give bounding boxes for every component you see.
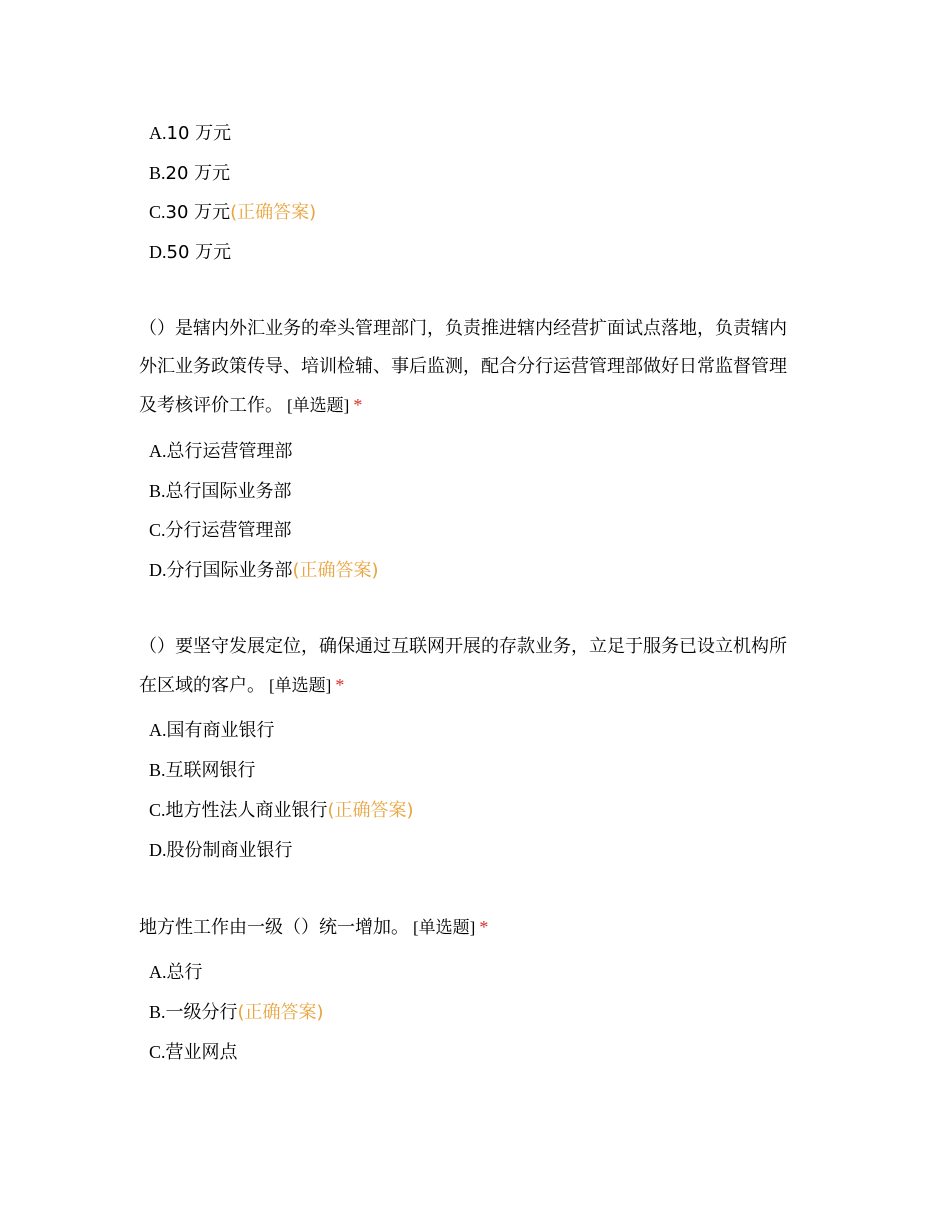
q2-option-b [149,759,256,782]
q0-option-b [149,162,230,185]
option-letter: B. [149,163,166,183]
option-letter: B. [149,760,166,780]
q2-option-a [149,719,275,742]
option-text: 总行国际业务部 [165,481,292,502]
question-line [139,908,819,947]
q3-question-text [139,908,819,947]
option-letter: B. [149,481,166,501]
required-asterisk: * [335,675,345,695]
option-letter: A. [149,962,167,982]
correct-answer-marker: (正确答案) [237,1002,324,1023]
option-text: 互联网银行 [165,760,256,781]
required-asterisk: * [353,395,363,415]
option-letter: D. [149,560,167,580]
q1-option-b [149,480,292,503]
question-line-text: 地方性工作由一级（）统一增加。 [139,917,409,938]
q2-option-d [149,839,293,862]
question-type-label: [单选题] [287,396,350,415]
q0-option-a [149,122,231,145]
q3-option-b [149,1001,324,1024]
required-asterisk: * [479,917,489,937]
q0-option-d [149,241,231,264]
q3-option-a [149,961,203,984]
option-text: 20 万元 [165,163,231,184]
q1-question-text [139,310,819,425]
question-line [139,386,819,425]
option-letter: A. [149,123,167,143]
q1-option-c [149,519,292,542]
option-text: 国有商业银行 [166,720,275,741]
option-text: 30 万元 [165,202,231,223]
option-text: 总行 [166,962,203,983]
q2-question-text [139,628,819,705]
question-line-text: 及考核评价工作。 [139,395,283,416]
option-letter: C. [149,202,166,222]
correct-answer-marker: (正确答案) [230,202,317,223]
option-text: 50 万元 [166,242,232,263]
option-letter: B. [149,1002,166,1022]
question-line: （）要坚守发展定位，确保通过互联网开展的存款业务，立足于服务已设立机构所 [139,636,787,657]
option-letter: A. [149,720,167,740]
option-text: 营业网点 [165,1042,238,1063]
option-letter: C. [149,800,166,820]
option-text: 分行国际业务部 [166,560,293,581]
option-text: 总行运营管理部 [166,441,293,462]
correct-answer-marker: (正确答案) [292,560,379,581]
question-type-label: [单选题] [269,676,332,695]
q3-option-c [149,1041,238,1064]
q1-option-d [149,559,379,582]
q2-option-c [149,799,414,822]
option-text: 分行运营管理部 [165,520,292,541]
option-letter: C. [149,520,166,540]
option-letter: D. [149,840,167,860]
option-letter: D. [149,242,167,262]
question-type-label: [单选题] [413,918,476,937]
question-line-text: 在区域的客户。 [139,675,265,696]
option-text: 10 万元 [166,123,232,144]
option-text: 地方性法人商业银行 [165,800,328,821]
option-text: 股份制商业银行 [166,840,293,861]
option-letter: A. [149,441,167,461]
q1-option-a [149,440,293,463]
question-line [139,666,819,705]
q0-option-c [149,201,316,224]
correct-answer-marker: (正确答案) [327,800,414,821]
question-line: （）是辖内外汇业务的牵头管理部门，负责推进辖内经营扩面试点落地，负责辖内 [139,318,787,339]
option-text: 一级分行 [165,1002,238,1023]
question-line: 外汇业务政策传导、培训检辅、事后监测，配合分行运营管理部做好日常监督管理 [139,356,787,377]
option-letter: C. [149,1042,166,1062]
